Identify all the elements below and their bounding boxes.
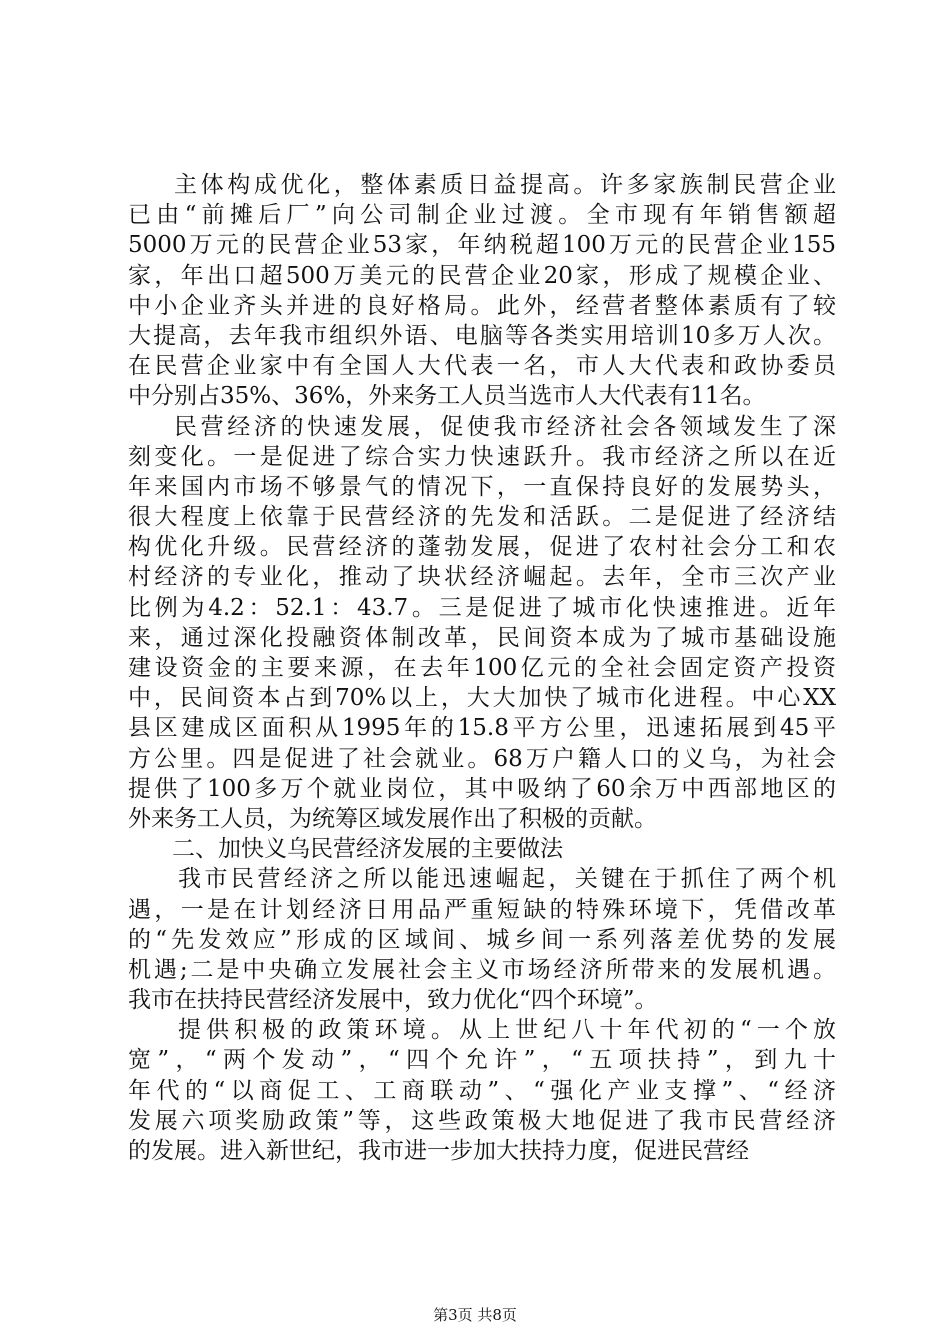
document-body [128,170,836,1166]
text-line: 提供积极的政策环境。从上世纪八十年代初的“一个放 [178,1017,836,1044]
text-line: 村经济的专业化，推动了块状经济崛起。去年，全市三次产业 [128,564,836,591]
text-line: 年代的“以商促工、工商联动”、“强化产业支撑”、“经济 [128,1077,836,1104]
text-line: 民营经济的快速发展，促使我市经济社会各领域发生了深 [174,413,836,440]
text-line: 遇，一是在计划经济日用品严重短缺的特殊环境下，凭借改革 [128,896,836,923]
text-line: 提供了100多万个就业岗位，其中吸纳了60余万中西部地区的 [128,775,836,802]
text-line: 二、加快义乌民营经济发展的主要做法 [172,836,563,863]
text-line: 刻变化。一是促进了综合实力快速跃升。我市经济之所以在近 [128,443,836,470]
text-line: 机遇;二是中央确立发展社会主义市场经济所带来的发展机遇。 [128,956,836,983]
paragraph [128,170,836,412]
text-line: 的“先发效应”形成的区域间、城乡间一系列落差优势的发展 [128,926,836,953]
text-line: 中分别占35%、36%，外来务工人员当选市人大代表有11名。 [128,383,766,410]
paragraph [128,864,836,1015]
text-line: 中，民间资本占到70%以上，大大加快了城市化进程。中心XX [128,685,836,712]
text-line: 建设资金的主要来源，在去年100亿元的全社会固定资产投资 [128,655,836,681]
text-line: 很大程度上依靠于民营经济的先发和活跃。二是促进了经济结 [128,504,836,531]
text-line: 在民营企业家中有全国人大代表一名，市人大代表和政协委员 [128,353,836,380]
text-line: 县区建成区面积从1995年的15.8平方公里，迅速拓展到45平 [128,715,836,742]
text-line: 家，年出口超500万美元的民营企业20家，形成了规模企业、 [128,262,836,289]
page-footer: 第3页 共8页 [433,1306,517,1324]
text-line: 主体构成优化，整体素质日益提高。许多家族制民营企业 [174,172,836,198]
text-line: 来，通过深化投融资体制改革，民间资本成为了城市基础设施 [128,624,836,651]
paragraph [128,834,836,864]
text-line: 我市在扶持民营经济发展中，致力优化“四个环境”。 [128,987,658,1014]
text-line: 已由“前摊后厂”向公司制企业过渡。全市现有年销售额超 [128,202,836,229]
text-line: 大提高，去年我市组织外语、电脑等各类实用培训10多万人次。 [128,322,836,349]
text-line: 构优化升级。民营经济的蓬勃发展，促进了农村社会分工和农 [128,534,836,561]
text-line: 我市民营经济之所以能迅速崛起，关键在于抓住了两个机 [178,866,836,893]
text-line: 比例为4.2：52.1：43.7。三是促进了城市化快速推进。近年 [128,594,836,621]
text-line: 的发展。进入新世纪，我市进一步加大扶持力度，促进民营经 [128,1138,749,1164]
text-line: 外来务工人员，为统筹区域发展作出了积极的贡献。 [128,805,657,832]
paragraph [128,1015,836,1166]
text-line: 年来国内市场不够景气的情况下，一直保持良好的发展势头， [128,473,836,500]
text-line: 宽”，“两个发动”，“四个允许”，“五项扶持”，到九十 [128,1047,836,1074]
text-line: 方公里。四是促进了社会就业。68万户籍人口的义乌，为社会 [128,745,836,772]
paragraph [128,412,836,835]
text-line: 发展六项奖励政策”等，这些政策极大地促进了我市民营经济 [128,1107,836,1134]
text-line: 5000万元的民营企业53家，年纳税超100万元的民营企业155 [128,232,836,259]
text-line: 中小企业齐头并进的良好格局。此外，经营者整体素质有了较 [128,292,836,319]
